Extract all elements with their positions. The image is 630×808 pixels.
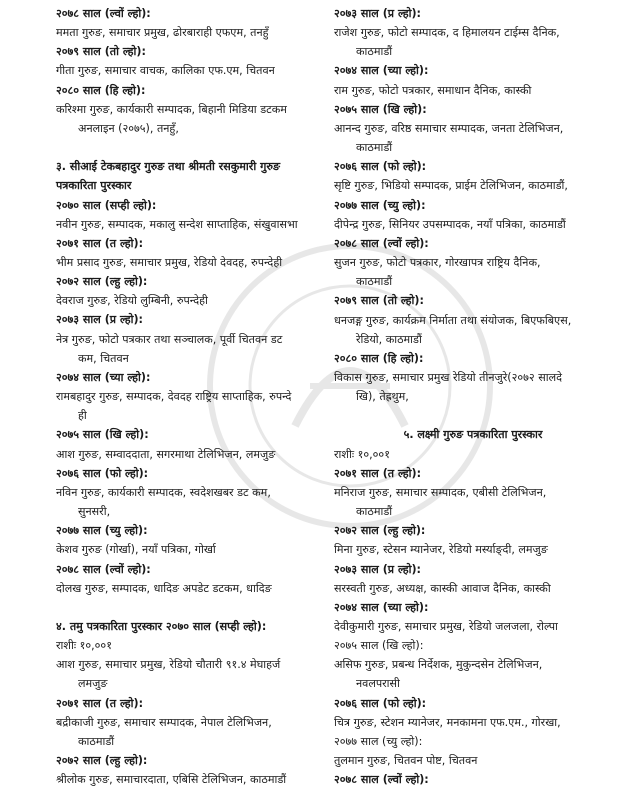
- year-heading: २०८० साल (हि ल्हो):: [56, 83, 146, 97]
- entry-continuation: ही: [78, 409, 87, 423]
- entry-text: आश गुरुङ, समाचार प्रमुख, रेडियो चौतारी ९१.४ मेघाहर्ज: [56, 658, 281, 672]
- entry-text: असिफ गुरुङ, प्रबन्ध निर्देशक, मुकुन्दसेन टेलिभिजन,: [334, 658, 543, 672]
- entry-text: देवीकुमारी गुरुङ, समाचार प्रमुख, रेडियो जलजला, रोल्पा: [334, 619, 558, 633]
- year-heading: २०७१ साल (त ल्हो):: [56, 236, 144, 250]
- section3-title: ३. सीआई टेकबहादुर गुरुङ तथा श्रीमती रसकुमारी गुरुङ: [56, 160, 281, 174]
- entry-text: बद्रीकाजी गुरुङ, समाचार सम्पादक, नेपाल टेलिभिजन,: [56, 715, 272, 729]
- year-heading: २०७५ साल (खि ल्हो):: [56, 428, 149, 442]
- year-heading: २०७६ साल (फो ल्हो):: [334, 696, 427, 710]
- entry-text: राजेश गुरुङ, फोटो सम्पादक, द हिमालयन टाईम्स दैनिक,: [334, 26, 560, 40]
- year-heading: २०७४ साल (च्या ल्हो):: [334, 600, 429, 614]
- entry-text: श्रीलोक गुरुङ, समाचारदाता, एबिसि टेलिभिजन, काठमाडौं: [56, 773, 287, 787]
- year-heading: २०७२ साल (ल्हु ल्हो):: [56, 275, 148, 289]
- entry-continuation: काठमाडौं: [356, 45, 393, 59]
- section4-list: [56, 655, 334, 789]
- entry-text: रामबहादुर गुरुङ, सम्पादक, देवदह राष्ट्रिय साप्ताहिक, रुपन्दे: [56, 390, 292, 404]
- entry-text: करिश्मा गुरुङ, कार्यकारी सम्पादक, बिहानी मिडिया डटकम: [56, 102, 287, 116]
- entry-text: भीम प्रसाद गुरुङ, समाचार प्रमुख, रेडियो देवदह, रुपन्देही: [56, 256, 283, 270]
- year-heading: २०७८ साल (ल्वों ल्हो):: [334, 236, 429, 250]
- entry-continuation: कम, चितवन: [78, 351, 129, 365]
- entry-text: केशव गुरुङ (गोर्खा), नयाँ पत्रिका, गोर्खा: [56, 543, 216, 557]
- year-heading: २०७१ साल (त ल्हो):: [56, 696, 144, 710]
- entry-text: देवराज गुरुङ, रेडियो लुम्बिनी, रुपन्देही: [56, 294, 208, 308]
- entry-continuation: काठमाडौं: [78, 734, 115, 748]
- entry-text: सुजन गुरुङ, फोटो पत्रकार, गोरखापत्र राष्ट्रिय दैनिक,: [334, 256, 541, 270]
- entry-continuation: अनलाइन (२०७५), तनहुँ,: [78, 121, 179, 135]
- entry-text: आनन्द गुरुङ, वरिष्ठ समाचार सम्पादक, जनता टेलिभिजन,: [334, 121, 564, 135]
- left-column: [56, 4, 334, 789]
- year-heading: २०७५ साल (खि ल्हो):: [334, 102, 427, 116]
- entry-text: नविन गुरुङ, कार्यकारी सम्पादक, स्वदेशखबर डट कम,: [56, 485, 271, 499]
- entry-text: नवीन गुरुङ, सम्पादक, मकालु सन्देश साप्ताहिक, संखुवासभा: [56, 217, 298, 231]
- year-heading: २०७३ साल (प्र ल्हो):: [334, 562, 421, 576]
- entry-text: राम गुरुङ, फोटो पत्रकार, समाधान दैनिक, कास्की: [334, 83, 532, 97]
- year-heading: २०७९ साल (तो ल्हो):: [56, 45, 146, 59]
- year-heading: २०७६ साल (फो ल्हो):: [334, 160, 427, 174]
- year-heading: २०७९ साल (तो ल्हो):: [334, 294, 424, 308]
- entry-continuation: लमजुङ: [78, 677, 108, 691]
- year-heading: २०७८ साल (ल्वों ल्हो):: [56, 7, 151, 20]
- entry-continuation: सुनसरी,: [78, 505, 111, 519]
- year-heading: २०७० साल (सप्ही ल्हो):: [56, 198, 157, 212]
- year-heading: २०८० साल (हि ल्हो):: [334, 351, 424, 365]
- right-block1: [334, 4, 612, 406]
- section5-amount: राशीः १०,००१: [334, 447, 390, 461]
- entry-continuation: रेडियो, काठमाडौं: [356, 332, 422, 346]
- entry-text: मिना गुरुङ, स्टेसन म्यानेजर, रेडियो मर्स्याङ्दी, लमजुङ: [334, 543, 548, 557]
- entry-text: तुलमान गुरुङ, चितवन पोष्ट, चितवन: [334, 754, 478, 768]
- year-heading: २०७१ साल (त ल्हो):: [334, 466, 422, 480]
- year-heading: २०७७ साल (च्यु ल्हो):: [56, 524, 148, 538]
- section4-amount: राशीः १०,००१: [56, 639, 112, 653]
- entry-continuation: खि), तेह्रथुम,: [356, 390, 409, 404]
- entry-text: चित्र गुरुङ, स्टेशन म्यानेजर, मनकामना एफ.एम., गोरखा,: [334, 715, 561, 729]
- entry-text: नेत्र गुरुङ, फोटो पत्रकार तथा सञ्चालक, पूर्वी चितवन डट: [56, 332, 283, 346]
- entry-text: दीपेन्द्र गुरुङ, सिनियर उपसम्पादक, नयाँ पत्रिका, काठमाडौं: [334, 217, 566, 231]
- entry-text: आश गुरुङ, सम्वाददाता, सगरमाथा टेलिभिजन, लमजुङ: [56, 447, 276, 461]
- year-heading: २०७२ साल (ल्हु ल्हो):: [334, 524, 426, 538]
- entry-text: विकास गुरुङ, समाचार प्रमुख रेडियो तीनजुरे(२०७२ सालदे: [334, 370, 563, 384]
- entry-text: धनजङ्ग गुरुङ, कार्यक्रम निर्माता तथा संयोजक, बिएफबिएस,: [334, 313, 572, 327]
- entry-continuation: काठमाडौं: [356, 141, 393, 155]
- entry-continuation: नवलपरासी: [356, 677, 400, 691]
- year-heading: २०७२ साल (ल्हु ल्हो):: [56, 754, 148, 768]
- year-heading: २०७४ साल (च्या ल्हो):: [56, 370, 151, 384]
- section5-title: ५. लक्ष्मी गुरुङ पत्रकारिता पुरस्कार: [403, 428, 543, 442]
- entry-text: सृष्टि गुरुङ, भिडियो सम्पादक, प्राईम टेलिभिजन, काठमाडौं,: [334, 179, 568, 193]
- entry-text: ममता गुरुङ, समाचार प्रमुख, ढोरबाराही एफएम, तनहुँ: [56, 26, 269, 40]
- year-heading: २०७३ साल (प्र ल्हो):: [334, 7, 421, 20]
- entry-continuation: २०७५ साल (खि ल्हो):: [334, 639, 424, 653]
- entry-continuation: काठमाडौं: [356, 505, 393, 519]
- entry-continuation: २०७७ साल (च्यु ल्हो):: [334, 734, 423, 748]
- left-block1: [56, 4, 334, 138]
- entry-text: दोलख गुरुङ, सम्पादक, धादिङ अपडेट डटकम, धादिङ: [56, 581, 272, 595]
- section3-list: [56, 196, 334, 598]
- entry-text: मनिराज गुरुङ, समाचार सम्पादक, एबीसी टेलिभिजन,: [334, 485, 547, 499]
- right-column: [334, 4, 612, 789]
- year-heading: २०७६ साल (फो ल्हो):: [56, 466, 149, 480]
- year-heading: २०७४ साल (च्या ल्हो):: [334, 64, 429, 78]
- year-heading: २०७८ साल (ल्वों ल्हो):: [334, 773, 429, 787]
- section5-list: [334, 464, 612, 790]
- entry-text: गीता गुरुङ, समाचार वाचक, कालिका एफ.एम, चितवन: [56, 64, 275, 78]
- entry-continuation: काठमाडौं: [356, 275, 393, 289]
- year-heading: २०७८ साल (ल्वों ल्हो):: [56, 562, 151, 576]
- section3-title-line2: पत्रकारिता पुरस्कार: [56, 179, 132, 193]
- year-heading: २०७३ साल (प्र ल्हो):: [56, 313, 143, 327]
- year-heading: २०७७ साल (च्यु ल्हो):: [334, 198, 426, 212]
- entry-text: सरस्वती गुरुङ, अध्यक्ष, कास्की आवाज दैनिक, कास्की: [334, 581, 551, 595]
- section4-title: ४. तमु पत्रकारिता पुरस्कार २०७० साल (सप्ही ल्हो):: [56, 619, 267, 633]
